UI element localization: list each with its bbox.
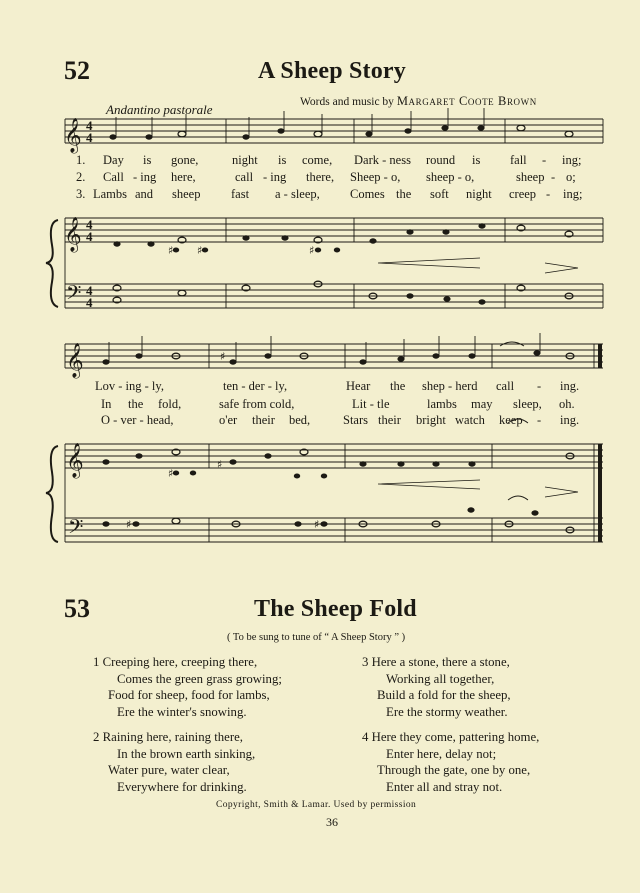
hymn-number: 52 xyxy=(64,56,90,85)
verse-line: Through the gate, one by one, xyxy=(377,763,531,777)
lyric-word: a - sleep, xyxy=(275,187,320,201)
time-signature xyxy=(86,118,93,310)
verse-number: 3. xyxy=(76,187,86,201)
lyric-word: sleep, xyxy=(513,397,542,411)
treble-clef-icon: 𝄞 xyxy=(64,217,82,252)
bass-clef-icon: 𝄢 xyxy=(68,515,84,543)
verse-line: Ere the stormy weather. xyxy=(386,704,508,719)
verse-line: Comes the green grass growing; xyxy=(117,671,282,686)
svg-text:♯: ♯ xyxy=(217,458,223,471)
copyright-line: Copyright, Smith & Lamar. Used by permission xyxy=(216,800,417,810)
lyric-word: Dark - ness xyxy=(354,153,411,167)
brace-1 xyxy=(46,220,58,307)
verse-number: 3 xyxy=(362,655,369,669)
verse-line: Enter all and stray not. xyxy=(386,779,503,794)
lyric-word: ing; xyxy=(562,153,582,167)
piano-bass-staff-2 xyxy=(65,518,603,542)
lyric-word: In xyxy=(101,397,112,411)
lyric-word: fold, xyxy=(158,397,182,411)
lyric-word: Day xyxy=(103,153,124,167)
lyric-word: fall xyxy=(510,153,527,167)
barlines-1 xyxy=(65,119,603,308)
verse-line: Creeping here, creeping there, xyxy=(102,655,258,669)
verse-line: Raining here, raining there, xyxy=(102,730,243,744)
svg-text:♯: ♯ xyxy=(126,518,132,531)
lyric-word: - xyxy=(542,153,547,167)
svg-text:♯: ♯ xyxy=(314,518,320,531)
svg-text:4: 4 xyxy=(86,118,93,133)
verse-line: Enter here, delay not; xyxy=(386,746,497,761)
brace-2 xyxy=(46,446,58,542)
svg-text:♯: ♯ xyxy=(197,244,203,257)
lyric-word: sheep xyxy=(516,170,545,184)
lyric-word: call xyxy=(235,170,254,184)
svg-text:4: 4 xyxy=(86,217,93,232)
lyric-word: their xyxy=(252,413,275,427)
lyric-word: there, xyxy=(306,170,335,184)
lyric-word: is xyxy=(472,153,481,167)
stems xyxy=(109,108,540,362)
verse-line: Here a stone, there a stone, xyxy=(371,655,510,669)
lyric-word: call xyxy=(496,379,515,393)
lyric-word: night xyxy=(466,187,492,201)
lyric-word: come, xyxy=(302,153,333,167)
verse-line: Working all together, xyxy=(386,671,495,686)
lyric-word: watch xyxy=(455,413,485,427)
svg-text:♯: ♯ xyxy=(220,350,226,363)
verse-line: In the brown earth sinking, xyxy=(117,746,256,761)
lyric-word: o; xyxy=(566,170,576,184)
lyric-word: ten - der - ly, xyxy=(223,379,288,393)
verse-line: Food for sheep, food for lambs, xyxy=(108,688,270,702)
svg-text:♯: ♯ xyxy=(168,244,174,257)
lyric-word: Hear xyxy=(346,379,371,393)
piano-bass-staff-1 xyxy=(65,284,603,308)
lyric-word: the xyxy=(128,397,144,411)
lyric-word: - ing xyxy=(263,170,287,184)
lyric-word: - xyxy=(537,413,542,427)
hymn-title: The Sheep Fold xyxy=(254,596,417,622)
lyric-word: - ing xyxy=(133,170,157,184)
voice-staff-2 xyxy=(65,344,603,368)
lyric-word: their xyxy=(378,413,401,427)
lyric-word: is xyxy=(143,153,152,167)
hymn-number: 53 xyxy=(64,594,90,623)
lyric-word: here, xyxy=(171,170,196,184)
lyric-word: oh. xyxy=(559,397,575,411)
verse-number: 4 xyxy=(362,730,369,744)
verse-2 xyxy=(93,729,255,795)
svg-text:4: 4 xyxy=(86,130,93,145)
verse-line: Everywhere for drinking. xyxy=(117,779,247,794)
svg-text:4: 4 xyxy=(86,229,93,244)
lyric-word: ing; xyxy=(563,187,583,201)
lyric-word: bright xyxy=(416,413,446,427)
lyric-word: - xyxy=(537,379,542,393)
verse-1 xyxy=(93,654,282,720)
verse-line: Build a fold for the sheep, xyxy=(377,688,511,702)
svg-text:♯: ♯ xyxy=(168,467,174,480)
lyric-word: bed, xyxy=(289,413,311,427)
lyric-word: Lit - tle xyxy=(352,397,390,411)
tune-note: ( To be sung to tune of “ A Sheep Story ” ) xyxy=(227,632,406,643)
page-number: 36 xyxy=(326,815,338,829)
lyric-word: soft xyxy=(430,187,449,201)
verse-number: 1 xyxy=(93,655,100,669)
verse-line: Water pure, water clear, xyxy=(108,763,230,777)
lyric-word: o'er xyxy=(219,413,238,427)
treble-clef-icon: 𝄞 xyxy=(66,343,84,378)
lyric-word: ing. xyxy=(560,379,580,393)
lyric-word: and xyxy=(135,187,154,201)
bass-clef-icon: 𝄢 xyxy=(66,281,82,309)
lyric-word: Stars xyxy=(343,413,368,427)
credit-prefix: Words and music by xyxy=(300,96,394,108)
lyric-word: sheep - o, xyxy=(426,170,475,184)
lyric-word: Comes xyxy=(350,187,385,201)
treble-clef-icon: 𝄞 xyxy=(64,118,82,153)
verse-number: 1. xyxy=(76,153,86,167)
lyric-word: Call xyxy=(103,170,124,184)
hymn-title: A Sheep Story xyxy=(258,58,406,84)
lyric-word: fast xyxy=(231,187,250,201)
lyric-word: safe from cold, xyxy=(219,397,295,411)
lyric-word: gone, xyxy=(171,153,199,167)
lyric-word: O - ver - head, xyxy=(101,413,174,427)
lyric-word: the xyxy=(390,379,406,393)
verse-number: 2. xyxy=(76,170,86,184)
lyric-word: ing. xyxy=(560,413,580,427)
svg-text:4: 4 xyxy=(86,283,93,298)
credit-author: Margaret Coote Brown xyxy=(396,94,537,108)
treble-clef-icon: 𝄞 xyxy=(66,443,84,478)
lyric-word: - xyxy=(546,187,551,201)
lyric-word: Lov - ing - ly, xyxy=(95,379,164,393)
lyric-word: the xyxy=(396,187,412,201)
lyric-word: - xyxy=(551,170,556,184)
piano-treble-staff-2 xyxy=(65,444,603,468)
lyric-word: Sheep - o, xyxy=(350,170,401,184)
verse-number: 2 xyxy=(93,730,100,744)
svg-text:♯: ♯ xyxy=(309,244,315,257)
lyric-word: shep - herd xyxy=(422,379,478,393)
tempo-marking: Andantino pastorale xyxy=(106,102,213,117)
lyric-word: keep xyxy=(499,413,523,427)
verse-4 xyxy=(362,729,539,795)
verse-3 xyxy=(362,654,511,720)
lyric-word: Lambs xyxy=(93,187,128,201)
lyric-word: night xyxy=(232,153,258,167)
verse-line: Here they come, pattering home, xyxy=(371,730,540,744)
piano-treble-staff-1 xyxy=(65,218,603,242)
lyric-word: lambs xyxy=(427,397,457,411)
lyric-word: may xyxy=(471,397,493,411)
lyric-word: round xyxy=(426,153,456,167)
barlines-2 xyxy=(65,344,594,542)
verse-line: Ere the winter's snowing. xyxy=(117,704,247,719)
svg-text:4: 4 xyxy=(86,295,93,310)
lyric-word: creep xyxy=(509,187,537,201)
lyric-word: sheep xyxy=(172,187,201,201)
lyric-word: is xyxy=(278,153,287,167)
